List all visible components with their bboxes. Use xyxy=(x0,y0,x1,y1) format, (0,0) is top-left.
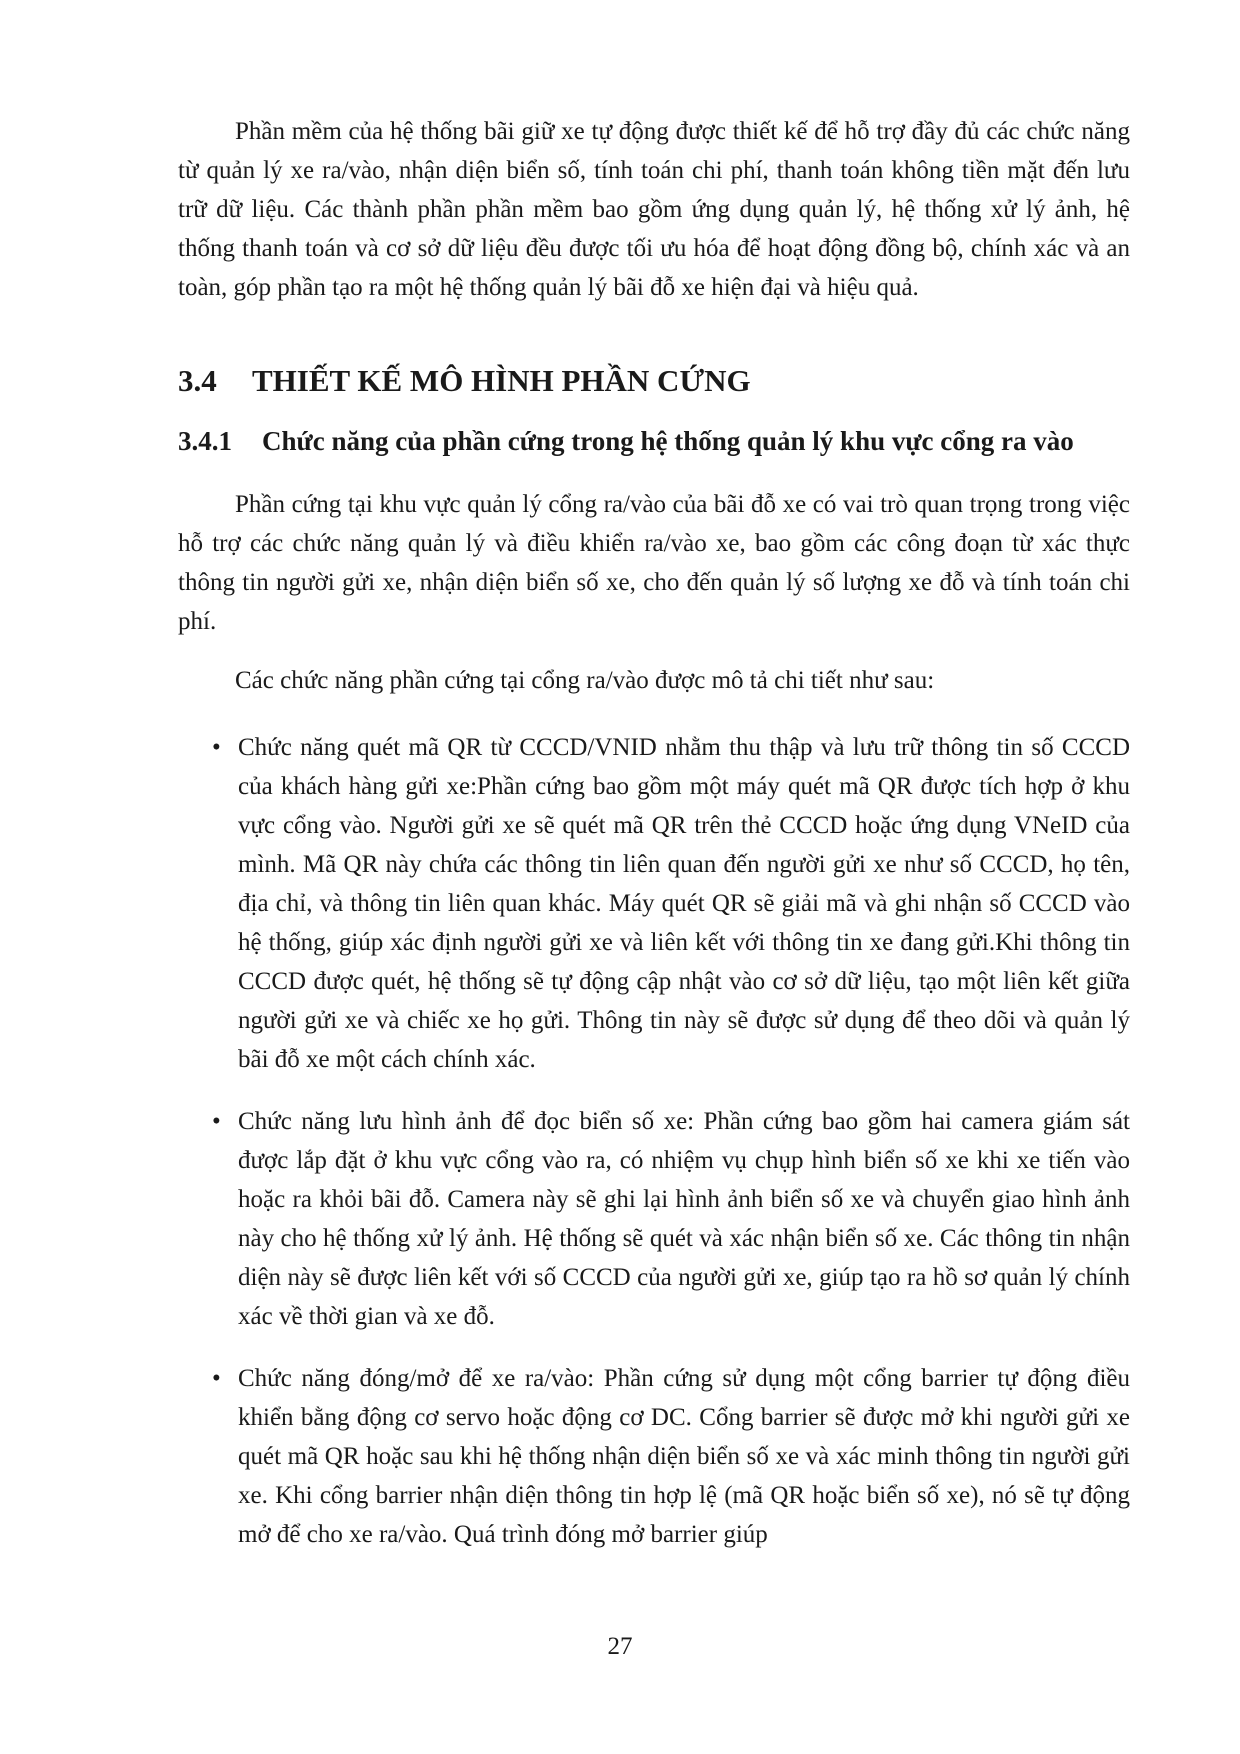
bullet-icon: • xyxy=(212,1365,221,1392)
bullet-icon: • xyxy=(212,734,221,761)
functions-list xyxy=(178,728,1130,1554)
list-item xyxy=(178,1359,1130,1554)
bullet-icon: • xyxy=(212,1108,221,1135)
list-item-text: Chức năng đóng/mở để xe ra/vào: Phần cứng sử dụng một cổng barrier tự động điều khiển bằng động cơ servo hoặc động cơ DC. Cổng barrier sẽ được mở khi người gửi xe quét mã QR hoặc sau khi hệ thống nhận diện biển số xe và xác minh thông tin người gửi xe. Khi cổng barrier nhận diện thông tin hợp lệ (mã QR hoặc biển số xe), nó sẽ tự động mở để cho xe ra/vào. Quá trình đóng mở barrier giúp xyxy=(238,1365,1130,1548)
document-page xyxy=(178,112,1130,1577)
list-item-text: Chức năng lưu hình ảnh để đọc biển số xe: Phần cứng bao gồm hai camera giám sát được lắp đặt ở khu vực cổng vào ra, có nhiệm vụ chụp hình biển số xe khi xe tiến vào hoặc ra khỏi bãi đỗ. Camera này sẽ ghi lại hình ảnh biển số xe và chuyển giao hình ảnh này cho hệ thống xử lý ảnh. Hệ thống sẽ quét và xác nhận biển số xe. Các thông tin nhận diện này sẽ được liên kết với số CCCD của người gửi xe, giúp tạo ra hồ sơ quản lý chính xác về thời gian và xe đỗ. xyxy=(238,1108,1130,1330)
subsection-heading xyxy=(178,423,1130,459)
subsection-title: Chức năng của phần cứng trong hệ thống quản lý khu vực cổng ra vào xyxy=(262,426,1074,456)
subsection-number: 3.4.1 xyxy=(178,426,232,456)
list-item xyxy=(178,728,1130,1079)
intro-paragraph: Phần mềm của hệ thống bãi giữ xe tự động được thiết kế để hỗ trợ đầy đủ các chức năng từ quản lý xe ra/vào, nhận diện biển số, tính toán chi phí, thanh toán không tiền mặt đến lưu trữ dữ liệu. Các thành phần phần mềm bao gồm ứng dụng quản lý, hệ thống xử lý ảnh, hệ thống thanh toán và cơ sở dữ liệu đều được tối ưu hóa để hoạt động đồng bộ, chính xác và an toàn, góp phần tạo ra một hệ thống quản lý bãi đỗ xe hiện đại và hiệu quả. xyxy=(178,118,1130,301)
list-item xyxy=(178,1102,1130,1336)
page-number: 27 xyxy=(607,1633,633,1660)
hardware-role-paragraph: Phần cứng tại khu vực quản lý cổng ra/vào của bãi đỗ xe có vai trò quan trọng trong việc hỗ trợ các chức năng quản lý và điều khiển ra/vào xe, bao gồm các công đoạn từ xác thực thông tin người gửi xe, nhận diện biển số xe, cho đến quản lý số lượng xe đỗ và tính toán chi phí. xyxy=(178,491,1130,635)
functions-lead-in: Các chức năng phần cứng tại cổng ra/vào được mô tả chi tiết như sau: xyxy=(235,667,935,694)
list-item-text: Chức năng quét mã QR từ CCCD/VNID nhằm thu thập và lưu trữ thông tin số CCCD của khách hàng gửi xe:Phần cứng bao gồm một máy quét mã QR được tích hợp ở khu vực cổng vào. Người gửi xe sẽ quét mã QR trên thẻ CCCD hoặc ứng dụng VNeID của mình. Mã QR này chứa các thông tin liên quan đến người gửi xe như số CCCD, họ tên, địa chỉ, và thông tin liên quan khác. Máy quét QR sẽ giải mã và ghi nhận số CCCD vào hệ thống, giúp xác định người gửi xe và liên kết với thông tin xe đang gửi.Khi thông tin CCCD được quét, hệ thống sẽ tự động cập nhật vào cơ sở dữ liệu, tạo một liên kết giữa người gửi xe và chiếc xe họ gửi. Thông tin này sẽ được sử dụng để theo dõi và quản lý bãi đỗ xe một cách chính xác. xyxy=(238,734,1130,1073)
section-number: 3.4 xyxy=(178,363,217,398)
section-heading xyxy=(178,361,1130,401)
section-title: THIẾT KẾ MÔ HÌNH PHẦN CỨNG xyxy=(252,363,751,398)
